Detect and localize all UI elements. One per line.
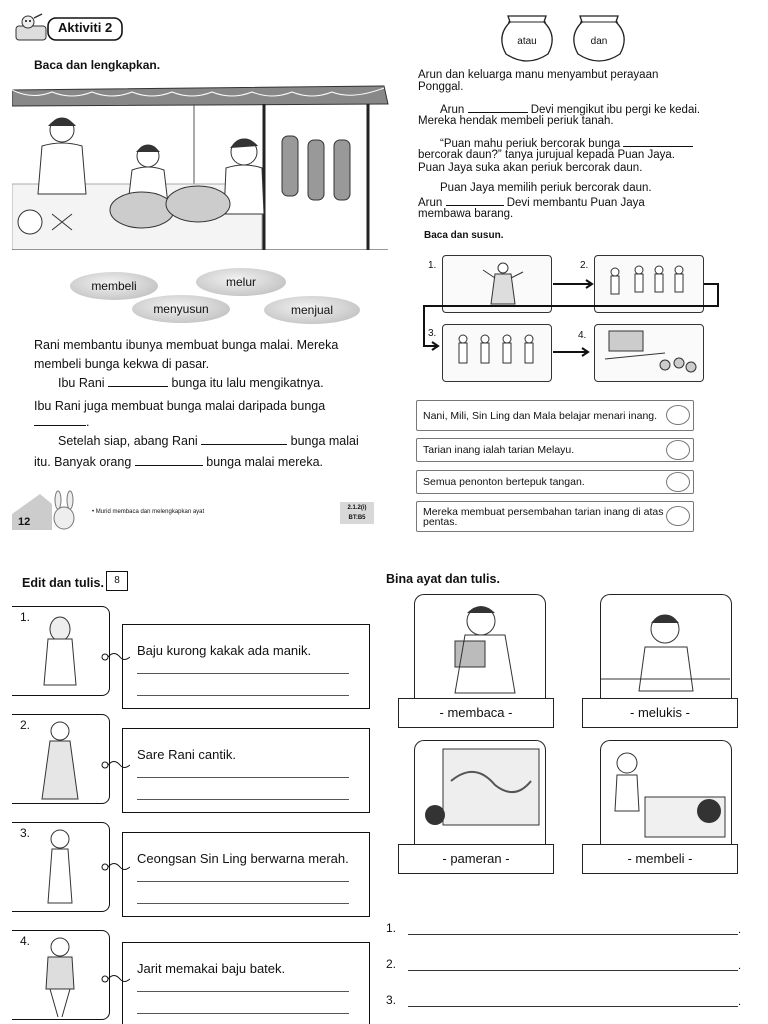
picture-frame [414,594,546,698]
sentence-to-edit: Sare Rani cantik. [137,747,236,762]
writing-box [122,728,370,813]
answer-line[interactable] [408,970,738,971]
curriculum-code [340,502,374,524]
code-band: BT:B5 [348,515,366,521]
paragraph-text: bunga itu lalu mengikatnya. [171,376,324,390]
item-number: 3. [20,826,31,840]
shop-buying-illustration [601,741,730,843]
writing-line[interactable] [137,777,349,778]
paragraph-line [34,432,396,451]
item-number: 4. [20,934,31,948]
writing-line[interactable] [137,1013,349,1014]
sequence-panel[interactable] [594,324,704,382]
word-option: melur [196,268,286,296]
audience-clapping-illustration [595,325,702,380]
story-text: Devi membantu Puan Jaya [506,197,645,209]
answer-dot: . [738,924,742,936]
exhibition-painting-illustration [415,741,544,843]
paragraph-text: itu. Banyak orang [34,455,132,469]
paragraph-line [34,453,396,472]
order-answer-oval[interactable] [666,472,690,492]
statement-box [416,438,694,462]
paragraph-line: Ibu Rani juga membuat bunga malai daripada bunga [34,399,326,413]
boy-drawing-illustration [601,595,730,697]
word-option: menyusun [132,295,230,323]
statement-box [416,501,694,532]
dancer-illustration [443,256,550,311]
answer-line[interactable] [408,1006,738,1007]
section-title: Bina ayat dan tulis. [386,572,500,586]
sentence-to-edit: Ceongsan Sin Ling berwarna merah. [137,851,349,866]
statement-box [416,400,694,431]
instruction: Baca dan lengkapkan. [34,58,161,72]
footnote-text: Murid membaca dan melengkapkan ayat [95,509,205,515]
paragraph-text: bunga malai mereka. [206,455,323,469]
statement-box [416,470,694,494]
worksheet-bina-ayat [382,560,768,1024]
picture-frame [600,740,732,844]
page-number: 12 [18,516,31,528]
pencil-sharpener-mascot-icon [16,14,46,40]
answer-number: 1. [386,921,397,935]
answer-blank[interactable] [135,454,203,466]
story-line: Arun dan keluarga manu menyambut perayaan [418,69,659,81]
worksheet-aktiviti-2 [0,0,398,535]
worksheet-edit-dan-tulis [0,560,382,1024]
worksheet-conjunctions [398,0,768,535]
market-scene-illustration [12,84,392,250]
paragraph-line: membeli bunga kekwa di pasar. [34,357,210,371]
word-option: membeli [70,272,158,300]
answer-number: 2. [386,957,397,971]
paragraph-line [34,374,396,393]
writing-line[interactable] [137,881,349,882]
code-standard: 2.1.2(i) [347,505,367,511]
paragraph-text: bunga malai [290,434,359,448]
students-practising-illustration [595,256,702,311]
word-prompt: - melukis - [582,698,738,728]
boy-reading-illustration [415,595,544,697]
story-text: “Puan mahu periuk bercorak bunga [440,138,621,150]
paragraph-line: Rani membantu ibunya membuat bunga malai. Mereka [34,338,339,352]
section-title: Edit dan tulis. [22,576,104,590]
answer-dot: . [738,996,742,1008]
footnote: • Murid membaca dan melengkapkan ayat [92,509,205,515]
activity-title: Aktiviti 2 [58,20,113,35]
story-line: Mereka hendak membeli periuk tanah. [418,115,614,127]
answer-blank[interactable] [108,375,168,387]
count-box: 8 [106,571,128,591]
paragraph-line [34,413,396,432]
paragraph-text: Ibu Rani [58,376,105,390]
statement-text: Nani, Mili, Sin Ling dan Mala belajar menari inang. [423,409,658,422]
item-number: 2. [20,718,31,732]
story-line: Ponggal. [418,81,464,93]
sequence-title: Baca dan susun. [424,230,504,241]
story-text: Arun [440,104,465,116]
story-text: Arun [418,197,443,209]
writing-line[interactable] [137,799,349,800]
order-answer-oval[interactable] [666,440,690,460]
writing-box [122,624,370,709]
story-line: Puan Jaya suka akan periuk bercorak daun. [418,162,643,174]
sequence-number: 3. [428,328,437,339]
writing-line[interactable] [137,903,349,904]
writing-box [122,942,370,1024]
statement-text: Mereka membuat persembahan tarian inang di atas pentas. [423,505,664,528]
answer-number: 3. [386,993,397,1007]
dancers-on-stage-illustration [443,325,550,380]
answer-blank[interactable] [34,414,86,426]
writing-box [122,832,370,917]
sequence-number: 2. [580,260,589,271]
writing-line[interactable] [137,695,349,696]
story-text: Devi mengikut ibu pergi ke kedai. [530,104,701,116]
sequence-panel[interactable] [442,255,552,313]
writing-line[interactable] [137,673,349,674]
order-answer-oval[interactable] [666,405,690,425]
sequence-number: 1. [428,260,437,271]
item-number: 1. [20,610,31,624]
word-prompt: - membeli - [582,844,738,874]
pot-word: atau [517,36,537,47]
paragraph-text: Setelah siap, abang Rani [58,434,198,448]
sequence-panel[interactable] [442,324,552,382]
writing-line[interactable] [137,991,349,992]
answer-blank[interactable] [201,433,287,445]
statement-text: Semua penonton bertepuk tangan. [423,476,585,488]
story-line: bercorak daun?” tanya jurujual kepada Puan Jaya. [418,149,676,161]
answer-line[interactable] [408,934,738,935]
word-prompt: - membaca - [398,698,554,728]
story-line: membawa barang. [418,208,514,220]
picture-frame [600,594,732,698]
sequence-panel[interactable] [594,255,704,313]
answer-blank[interactable] [468,103,528,113]
statement-text: Tarian inang ialah tarian Melayu. [423,444,575,456]
answer-dot: . [738,960,742,972]
word-option: menjual [264,296,360,324]
paragraph-text: . [86,415,90,429]
sentence-to-edit: Baju kurong kakak ada manik. [137,643,312,658]
order-answer-oval[interactable] [666,506,690,526]
sentence-to-edit: Jarit memakai baju batek. [137,961,286,976]
answer-blank[interactable] [623,137,693,147]
story-line: Puan Jaya memilih periuk bercorak daun. [440,182,652,194]
answer-blank[interactable] [446,196,504,206]
pot-word: dan [590,36,608,47]
word-prompt: - pameran - [398,844,554,874]
sequence-number: 4. [578,330,587,341]
picture-frame [414,740,546,844]
